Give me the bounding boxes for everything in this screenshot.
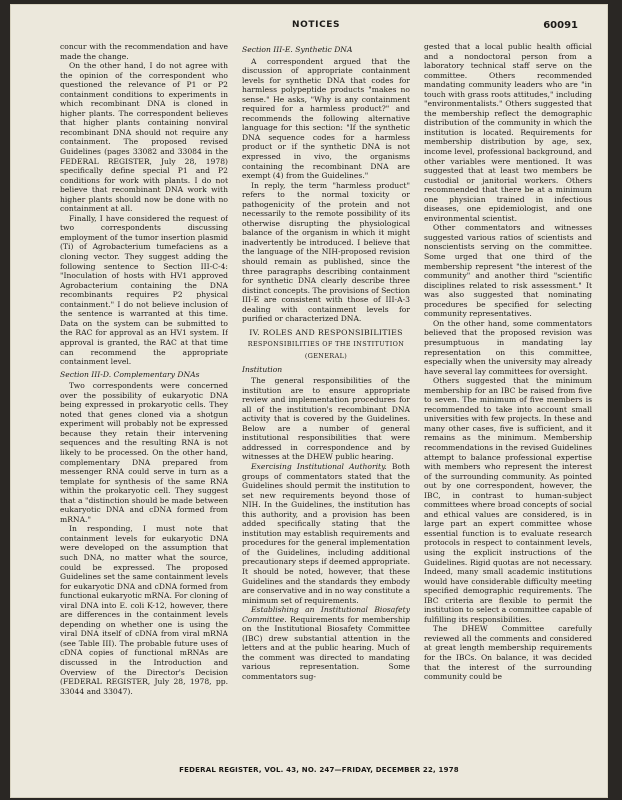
paragraph — [242, 462, 410, 605]
column-3 — [424, 42, 592, 760]
section-heading: Section III-D. Complementary DNAs — [60, 369, 200, 379]
paragraph: The DHEW Committee carefully reviewed all the comments and considered at great length membership requirements for the IBCs. On balance, it was decided that the interest of the surrounding community could be — [424, 624, 592, 682]
page-footer: FEDERAL REGISTER, VOL. 43, NO. 247—FRIDAY, DECEMBER 22, 1978 — [179, 766, 459, 774]
paragraph: In reply, the term "harmless product" refers to the normal toxicity or pathogenicity of the protein and not necessarily to the remote possibility of its otherwise disrupting the physiological balance of the organism in which it might inadvertently be introduced. I believe that the language of the NIH-proposed revision should remain as published, since the three paragraphs describing containment for synthetic DNA clearly describe three distinct concepts. The provisions of Section III-E are consistent with those of III-A-3 dealing with containment levels for purified or characterized DNA. — [242, 180, 410, 324]
paragraph: concur with the recommendation and have made the change. — [60, 42, 228, 61]
column-2 — [242, 42, 410, 760]
section-title: NOTICES — [292, 20, 341, 30]
section-heading: Section III-E. Synthetic DNA — [242, 45, 353, 54]
paragraph: gested that a local public health official and a nondoctoral person from a laboratory technical staff serve on the committee. Others recommended mandating community leaders who are "in touch with grass roots attitudes," including "environmentalists." Others suggested that the membership reflect the demographic distribution of the community in which the institution is located. Requirements for membership distribution by age, sex, income level, professional background, and other variables were mentioned. It was suggested that at least two members be custodial or janitorial workers. Others recommended that there be at a minimum one physician trained in infectious diseases, one epidemiologist, and one environmental scientist. — [424, 42, 592, 223]
paragraph-body: Both groups of commentators stated that the Guidelines should permit the institution to set new requirements beyond those of NIH. In the Guidelines, the institution has this authority, and a provision has been added specifically stating that the institution may establish requirements and procedures for the general implementation of the Guidelines, including additional precautionary steps if deemed appropriate. It should be noted, however, that these Guidelines and the standards they embody are conservative and in no way constitute a minimum set of requirements. — [242, 461, 410, 605]
paragraph: Two correspondents were concerned over the possibility of eukaryotic DNA being expressed in prokaryotic cells. They noted that genes cloned via a shotgun experiment will probably not be expressed because they retain their intervening sequences and the resulting RNA is not likely to be processed. On the other hand, complementary DNA prepared from messenger RNA could serve in turn as a template for synthesis of the same RNA within the prokaryotic cell. They suggest that a "distinction should be made between eukaryotic DNA and cDNA formed from mRNA." — [60, 381, 228, 524]
paragraph: Finally, I have considered the request of two correspondents discussing employment of the tumor insertion plasmid (Ti) of Agrobacterium tumefaciens as a cloning vector. They suggest adding the following sentence to Section III-C-4: "Inoculation of hosts with HV1 approved Agrobacterium containing the DNA recombinants requires P2 physical containment." I do not believe inclusion of the sentence is warranted at this time. Data on the system can be submitted to the RAC for approval as an HV1 system. If approval is granted, the RAC at that time can recommend the appropriate containment level. — [60, 213, 228, 367]
subsection-heading: RESPONSIBILITIES OF THE INSTITUTION — [247, 340, 405, 349]
page-number: 60091 — [543, 20, 578, 31]
subsection-title: Institution — [242, 364, 283, 374]
paragraph: A correspondent argued that the discussion of appropriate containment levels for synthetic DNA that codes for harmless polypeptide products "makes no sense." He asks, "Why is any containment required for a harmless product?" and recommends the following alternative language for this section: "If the synthetic DNA sequence codes for a harmless product or if the synthetic DNA is not expressed in vivo, the organisms containing the recombinant DNA are exempt (4) from the Guidelines." — [242, 56, 410, 181]
part-heading: IV. ROLES AND RESPONSIBILITIES — [249, 327, 403, 337]
paragraph-body: Requirements for membership on the Institutional Biosafety Committee (IBC) drew substantial attention in the letters and at the public hearing. Much of the comment was directed to mandating various representation. Some commentators sug- — [242, 614, 410, 681]
paragraph-lead: Establishing an Institutional Biosafety Committee. — [242, 605, 410, 624]
column-1 — [60, 42, 228, 760]
paragraph: On the other hand, I do not agree with the opinion of the correspondent who questioned the relevance of P1 or P2 containment conditions to experiments in which recombinant DNA is cloned in higher plants. The correspondent believes that higher plants containing nonviral recombinant DNA should not require any containment. The proposed revised Guidelines (pages 33082 and 33084 in the FEDERAL REGISTER, July 28, 1978) specifically define special P1 and P2 conditions for work with plants. I do not believe that recombinant DNA work with higher plants should now be done with no containment at all. — [60, 61, 228, 214]
paragraph — [242, 605, 410, 681]
subsection-subheading: (GENERAL) — [304, 351, 348, 360]
document-page — [10, 4, 608, 798]
paragraph: Other commentators and witnesses suggested various ratios of scientists and nonscientists serving on the committee. Some urged that one third of the membership represent "the interest of the community" and another third "scientific disciplines related to risk assessment." It was also suggested that nominating procedures be specified for selecting community representatives. — [424, 223, 592, 319]
paragraph: In responding, I must note that containment levels for eukaryotic DNA were developed on the assumption that such DNA, no matter what the source, could be expressed. The proposed Guidelines set the same containment levels for eukaryotic DNA and cDNA formed from functional eukaryotic mRNA. For cloning of viral DNA into E. coli K-12, however, there are differences in the containment levels depending on whether one is using the viral DNA itself of cDNA from viral mRNA (see Table III). The probable future uses of cDNA copies of functional mRNAs are discussed in the Introduction and Overview of the Director's Decision (FEDERAL REGISTER, July 28, 1978, pp. 33044 and 33047). — [60, 524, 228, 696]
paragraph: On the other hand, some commentators believed that the proposed revision was presumptuous in mandating lay representation on this committee, especially when the university may already have several lay committees for oversight. — [424, 318, 592, 376]
paragraph-lead: Exercising Institutional Authority. — [251, 461, 387, 471]
paragraph: The general responsibilities of the institution are to ensure appropriate review and implementation procedures for all of the institution's recombinant DNA activity that is covered by the Guidelines. Below are a number of general institutional responsibilities that were addressed in correspondence and by witnesses at the DHEW public hearing. — [242, 376, 410, 462]
paragraph: Others suggested that the minimum membership for an IBC be raised from five to seven. The minimum of five members is recommended to take into account small universities with few projects. In these and many other cases, five is sufficient, and it remains as the minimum. Membership recommendations in the revised Guidelines attempt to balance professional expertise with members who represent the interest of the surrounding community. As pointed out by one correspondent, however, the IBC, in contrast to human-subject committees where broad concepts of social and ethical values are considered, is in large part an expert committee whose essential function is to evaluate research protocols in respect to containment levels, using the explicit instructions of the Guidelines. Rigid quotas are not necessary. Indeed, many small academic institutions would have considerable difficulty meeting specified demographic requirements. The IBC criteria are flexible to permit the institution to select a committee capable of fulfilling its responsibilities. — [424, 376, 592, 624]
